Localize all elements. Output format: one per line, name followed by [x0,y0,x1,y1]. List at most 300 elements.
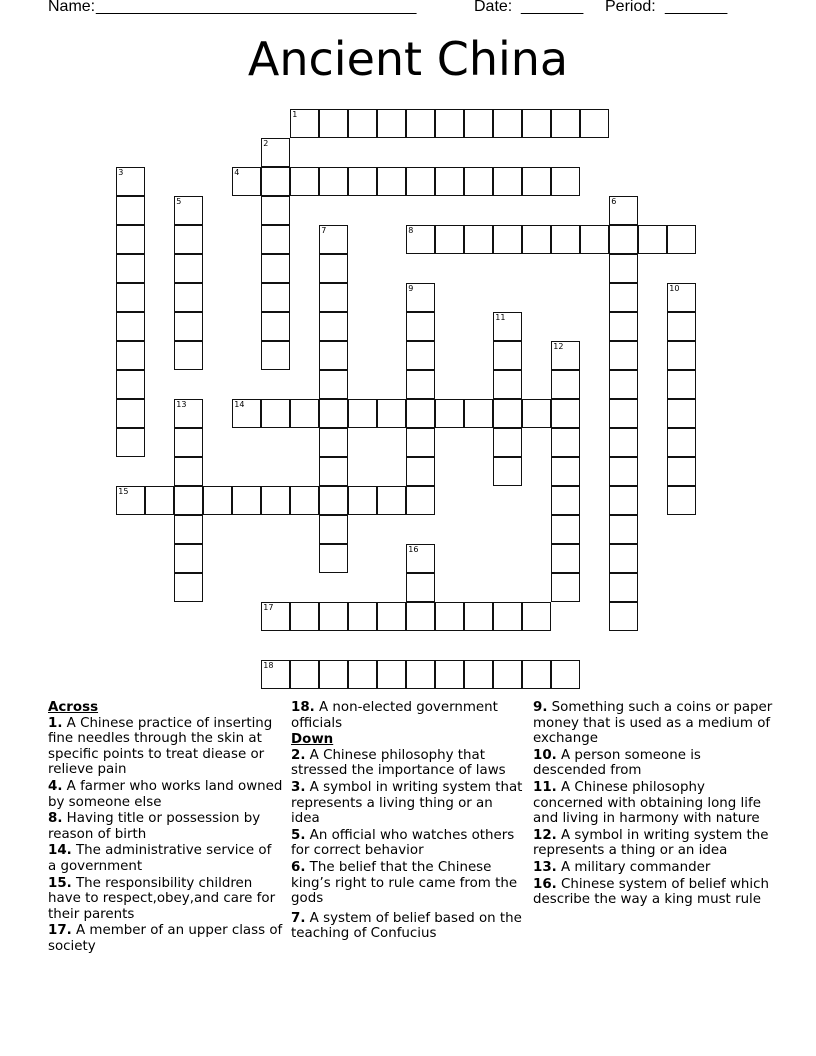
letter-input[interactable] [262,603,289,630]
letter-input[interactable] [610,284,637,311]
letter-input[interactable] [610,458,637,485]
letter-input[interactable] [668,487,695,514]
letter-input[interactable] [494,226,521,253]
crossword-cell[interactable] [551,486,580,515]
letter-input[interactable] [407,226,434,253]
letter-input[interactable] [175,429,202,456]
crossword-cell[interactable] [609,428,638,457]
letter-input[interactable] [436,226,463,253]
crossword-cell[interactable] [261,167,290,196]
letter-input[interactable] [262,400,289,427]
letter-input[interactable] [523,110,550,137]
letter-input[interactable] [610,574,637,601]
letter-input[interactable] [320,516,347,543]
letter-input[interactable] [407,342,434,369]
crossword-cell[interactable] [667,428,696,457]
crossword-cell[interactable] [551,660,580,689]
letter-input[interactable] [494,110,521,137]
crossword-cell[interactable] [319,283,348,312]
letter-input[interactable] [407,284,434,311]
crossword-cell[interactable] [319,660,348,689]
crossword-cell[interactable] [319,225,348,254]
crossword-cell[interactable] [348,602,377,631]
crossword-cell[interactable] [667,312,696,341]
crossword-cell[interactable] [406,283,435,312]
letter-input[interactable] [233,168,260,195]
crossword-cell[interactable] [116,312,145,341]
letter-input[interactable] [407,487,434,514]
crossword-cell[interactable] [290,602,319,631]
crossword-cell[interactable] [464,399,493,428]
crossword-cell[interactable] [609,544,638,573]
letter-input[interactable] [407,400,434,427]
crossword-cell[interactable] [377,167,406,196]
letter-input[interactable] [175,313,202,340]
letter-input[interactable] [407,458,434,485]
crossword-cell[interactable] [319,312,348,341]
crossword-cell[interactable] [319,515,348,544]
letter-input[interactable] [175,342,202,369]
letter-input[interactable] [610,400,637,427]
letter-input[interactable] [407,371,434,398]
letter-input[interactable] [320,168,347,195]
crossword-cell[interactable] [667,341,696,370]
letter-input[interactable] [523,661,550,688]
letter-input[interactable] [465,400,492,427]
crossword-cell[interactable] [667,399,696,428]
crossword-cell[interactable] [174,573,203,602]
letter-input[interactable] [436,661,463,688]
letter-input[interactable] [262,284,289,311]
crossword-cell[interactable] [261,225,290,254]
crossword-cell[interactable] [464,602,493,631]
letter-input[interactable] [523,400,550,427]
letter-input[interactable] [262,661,289,688]
crossword-cell[interactable] [609,602,638,631]
letter-input[interactable] [407,110,434,137]
letter-input[interactable] [117,284,144,311]
crossword-cell[interactable] [261,196,290,225]
letter-input[interactable] [494,168,521,195]
crossword-cell[interactable] [319,254,348,283]
letter-input[interactable] [378,661,405,688]
crossword-cell[interactable] [522,602,551,631]
date-line[interactable]: _______ [521,0,584,15]
crossword-cell[interactable] [551,167,580,196]
letter-input[interactable] [175,197,202,224]
crossword-cell[interactable] [319,457,348,486]
crossword-cell[interactable] [551,399,580,428]
crossword-cell[interactable] [551,573,580,602]
crossword-cell[interactable] [319,341,348,370]
crossword-cell[interactable] [290,109,319,138]
crossword-cell[interactable] [116,399,145,428]
crossword-cell[interactable] [174,399,203,428]
crossword-cell[interactable] [522,109,551,138]
letter-input[interactable] [175,574,202,601]
crossword-cell[interactable] [319,428,348,457]
crossword-cell[interactable] [116,341,145,370]
crossword-cell[interactable] [435,660,464,689]
crossword-cell[interactable] [522,399,551,428]
crossword-cell[interactable] [406,399,435,428]
crossword-cell[interactable] [319,544,348,573]
crossword-cell[interactable] [435,399,464,428]
letter-input[interactable] [262,255,289,282]
crossword-cell[interactable] [174,486,203,515]
letter-input[interactable] [552,545,579,572]
crossword-cell[interactable] [377,602,406,631]
letter-input[interactable] [407,429,434,456]
crossword-cell[interactable] [406,544,435,573]
letter-input[interactable] [465,603,492,630]
crossword-cell[interactable] [406,341,435,370]
name-line[interactable]: ____________________________________ [96,0,417,15]
crossword-cell[interactable] [319,486,348,515]
letter-input[interactable] [291,603,318,630]
crossword-cell[interactable] [290,486,319,515]
crossword-cell[interactable] [435,602,464,631]
crossword-cell[interactable] [406,457,435,486]
crossword-cell[interactable] [551,370,580,399]
crossword-cell[interactable] [493,312,522,341]
letter-input[interactable] [610,371,637,398]
crossword-cell[interactable] [522,660,551,689]
letter-input[interactable] [668,313,695,340]
crossword-cell[interactable] [667,370,696,399]
letter-input[interactable] [117,429,144,456]
crossword-cell[interactable] [174,196,203,225]
letter-input[interactable] [407,574,434,601]
letter-input[interactable] [291,487,318,514]
crossword-cell[interactable] [522,167,551,196]
crossword-cell[interactable] [203,486,232,515]
crossword-cell[interactable] [609,486,638,515]
letter-input[interactable] [291,168,318,195]
crossword-cell[interactable] [522,225,551,254]
letter-input[interactable] [320,487,347,514]
crossword-cell[interactable] [667,225,696,254]
crossword-cell[interactable] [609,196,638,225]
crossword-cell[interactable] [116,370,145,399]
letter-input[interactable] [117,197,144,224]
crossword-cell[interactable] [261,254,290,283]
crossword-cell[interactable] [609,370,638,399]
crossword-cell[interactable] [464,660,493,689]
crossword-cell[interactable] [609,457,638,486]
letter-input[interactable] [320,226,347,253]
crossword-cell[interactable] [406,109,435,138]
letter-input[interactable] [639,226,666,253]
letter-input[interactable] [378,487,405,514]
letter-input[interactable] [610,255,637,282]
letter-input[interactable] [320,545,347,572]
letter-input[interactable] [436,168,463,195]
letter-input[interactable] [552,661,579,688]
crossword-cell[interactable] [116,283,145,312]
letter-input[interactable] [117,226,144,253]
crossword-cell[interactable] [348,109,377,138]
letter-input[interactable] [610,429,637,456]
letter-input[interactable] [552,226,579,253]
letter-input[interactable] [465,661,492,688]
letter-input[interactable] [552,371,579,398]
crossword-cell[interactable] [145,486,174,515]
letter-input[interactable] [552,400,579,427]
letter-input[interactable] [407,545,434,572]
letter-input[interactable] [320,313,347,340]
crossword-cell[interactable] [290,399,319,428]
crossword-cell[interactable] [406,225,435,254]
crossword-cell[interactable] [551,109,580,138]
crossword-cell[interactable] [261,660,290,689]
crossword-cell[interactable] [261,312,290,341]
crossword-cell[interactable] [116,428,145,457]
letter-input[interactable] [436,603,463,630]
crossword-cell[interactable] [116,225,145,254]
crossword-cell[interactable] [174,225,203,254]
crossword-cell[interactable] [348,660,377,689]
letter-input[interactable] [552,168,579,195]
letter-input[interactable] [233,400,260,427]
crossword-cell[interactable] [406,312,435,341]
letter-input[interactable] [494,603,521,630]
letter-input[interactable] [523,603,550,630]
crossword-cell[interactable] [406,428,435,457]
letter-input[interactable] [117,342,144,369]
crossword-cell[interactable] [290,167,319,196]
letter-input[interactable] [175,458,202,485]
letter-input[interactable] [668,400,695,427]
crossword-cell[interactable] [493,167,522,196]
crossword-cell[interactable] [406,370,435,399]
letter-input[interactable] [610,545,637,572]
letter-input[interactable] [610,226,637,253]
letter-input[interactable] [668,342,695,369]
crossword-cell[interactable] [580,225,609,254]
letter-input[interactable] [262,197,289,224]
letter-input[interactable] [407,168,434,195]
crossword-cell[interactable] [493,457,522,486]
letter-input[interactable] [552,429,579,456]
crossword-cell[interactable] [348,486,377,515]
letter-input[interactable] [117,487,144,514]
letter-input[interactable] [552,516,579,543]
letter-input[interactable] [320,255,347,282]
crossword-cell[interactable] [319,399,348,428]
letter-input[interactable] [610,516,637,543]
crossword-cell[interactable] [319,167,348,196]
letter-input[interactable] [494,342,521,369]
letter-input[interactable] [378,400,405,427]
crossword-cell[interactable] [609,399,638,428]
letter-input[interactable] [378,603,405,630]
crossword-cell[interactable] [493,225,522,254]
crossword-cell[interactable] [551,544,580,573]
crossword-cell[interactable] [580,109,609,138]
letter-input[interactable] [349,110,376,137]
letter-input[interactable] [581,110,608,137]
crossword-cell[interactable] [406,660,435,689]
letter-input[interactable] [117,255,144,282]
letter-input[interactable] [175,545,202,572]
letter-input[interactable] [494,371,521,398]
letter-input[interactable] [349,487,376,514]
letter-input[interactable] [291,110,318,137]
crossword-cell[interactable] [261,486,290,515]
letter-input[interactable] [465,168,492,195]
letter-input[interactable] [494,458,521,485]
crossword-cell[interactable] [319,109,348,138]
letter-input[interactable] [262,226,289,253]
crossword-cell[interactable] [435,167,464,196]
letter-input[interactable] [262,313,289,340]
crossword-cell[interactable] [348,399,377,428]
letter-input[interactable] [552,458,579,485]
crossword-cell[interactable] [348,167,377,196]
letter-input[interactable] [204,487,231,514]
crossword-cell[interactable] [406,602,435,631]
crossword-cell[interactable] [551,457,580,486]
letter-input[interactable] [552,342,579,369]
letter-input[interactable] [668,429,695,456]
crossword-cell[interactable] [261,341,290,370]
letter-input[interactable] [175,516,202,543]
crossword-cell[interactable] [551,341,580,370]
letter-input[interactable] [610,313,637,340]
letter-input[interactable] [175,226,202,253]
crossword-cell[interactable] [174,341,203,370]
letter-input[interactable] [320,342,347,369]
letter-input[interactable] [552,574,579,601]
crossword-cell[interactable] [464,225,493,254]
crossword-cell[interactable] [406,573,435,602]
letter-input[interactable] [668,458,695,485]
crossword-cell[interactable] [493,660,522,689]
letter-input[interactable] [320,284,347,311]
crossword-cell[interactable] [319,602,348,631]
letter-input[interactable] [610,487,637,514]
crossword-cell[interactable] [232,167,261,196]
crossword-cell[interactable] [174,515,203,544]
crossword-cell[interactable] [174,254,203,283]
letter-input[interactable] [320,400,347,427]
crossword-cell[interactable] [377,399,406,428]
crossword-cell[interactable] [174,428,203,457]
letter-input[interactable] [291,400,318,427]
letter-input[interactable] [494,400,521,427]
letter-input[interactable] [610,603,637,630]
crossword-cell[interactable] [493,109,522,138]
crossword-cell[interactable] [116,254,145,283]
letter-input[interactable] [175,255,202,282]
letter-input[interactable] [523,226,550,253]
letter-input[interactable] [523,168,550,195]
letter-input[interactable] [668,284,695,311]
crossword-cell[interactable] [116,196,145,225]
letter-input[interactable] [349,400,376,427]
letter-input[interactable] [320,458,347,485]
crossword-cell[interactable] [667,486,696,515]
letter-input[interactable] [494,313,521,340]
crossword-cell[interactable] [377,486,406,515]
letter-input[interactable] [465,110,492,137]
letter-input[interactable] [175,400,202,427]
letter-input[interactable] [407,313,434,340]
letter-input[interactable] [320,661,347,688]
crossword-cell[interactable] [551,428,580,457]
crossword-cell[interactable] [232,399,261,428]
crossword-cell[interactable] [261,283,290,312]
crossword-cell[interactable] [638,225,667,254]
crossword-cell[interactable] [261,399,290,428]
crossword-cell[interactable] [609,312,638,341]
letter-input[interactable] [494,661,521,688]
crossword-cell[interactable] [174,312,203,341]
letter-input[interactable] [262,168,289,195]
letter-input[interactable] [349,168,376,195]
letter-input[interactable] [233,487,260,514]
letter-input[interactable] [610,342,637,369]
crossword-cell[interactable] [377,660,406,689]
letter-input[interactable] [465,226,492,253]
letter-input[interactable] [378,168,405,195]
letter-input[interactable] [117,371,144,398]
crossword-cell[interactable] [551,225,580,254]
crossword-cell[interactable] [290,660,319,689]
letter-input[interactable] [262,342,289,369]
letter-input[interactable] [117,400,144,427]
crossword-cell[interactable] [493,428,522,457]
crossword-cell[interactable] [493,399,522,428]
crossword-cell[interactable] [609,225,638,254]
letter-input[interactable] [436,400,463,427]
letter-input[interactable] [552,110,579,137]
crossword-cell[interactable] [261,602,290,631]
crossword-cell[interactable] [116,167,145,196]
letter-input[interactable] [668,226,695,253]
letter-input[interactable] [407,661,434,688]
letter-input[interactable] [117,313,144,340]
letter-input[interactable] [494,429,521,456]
letter-input[interactable] [668,371,695,398]
letter-input[interactable] [320,429,347,456]
crossword-cell[interactable] [667,283,696,312]
letter-input[interactable] [320,603,347,630]
letter-input[interactable] [175,284,202,311]
crossword-cell[interactable] [174,544,203,573]
crossword-cell[interactable] [493,341,522,370]
crossword-cell[interactable] [174,283,203,312]
letter-input[interactable] [117,168,144,195]
letter-input[interactable] [262,139,289,166]
letter-input[interactable] [436,110,463,137]
crossword-cell[interactable] [609,573,638,602]
crossword-cell[interactable] [609,515,638,544]
letter-input[interactable] [407,603,434,630]
letter-input[interactable] [291,661,318,688]
crossword-cell[interactable] [406,486,435,515]
crossword-cell[interactable] [551,515,580,544]
letter-input[interactable] [262,487,289,514]
letter-input[interactable] [581,226,608,253]
crossword-cell[interactable] [667,457,696,486]
crossword-cell[interactable] [493,602,522,631]
letter-input[interactable] [175,487,202,514]
letter-input[interactable] [349,603,376,630]
crossword-cell[interactable] [435,109,464,138]
crossword-cell[interactable] [609,341,638,370]
